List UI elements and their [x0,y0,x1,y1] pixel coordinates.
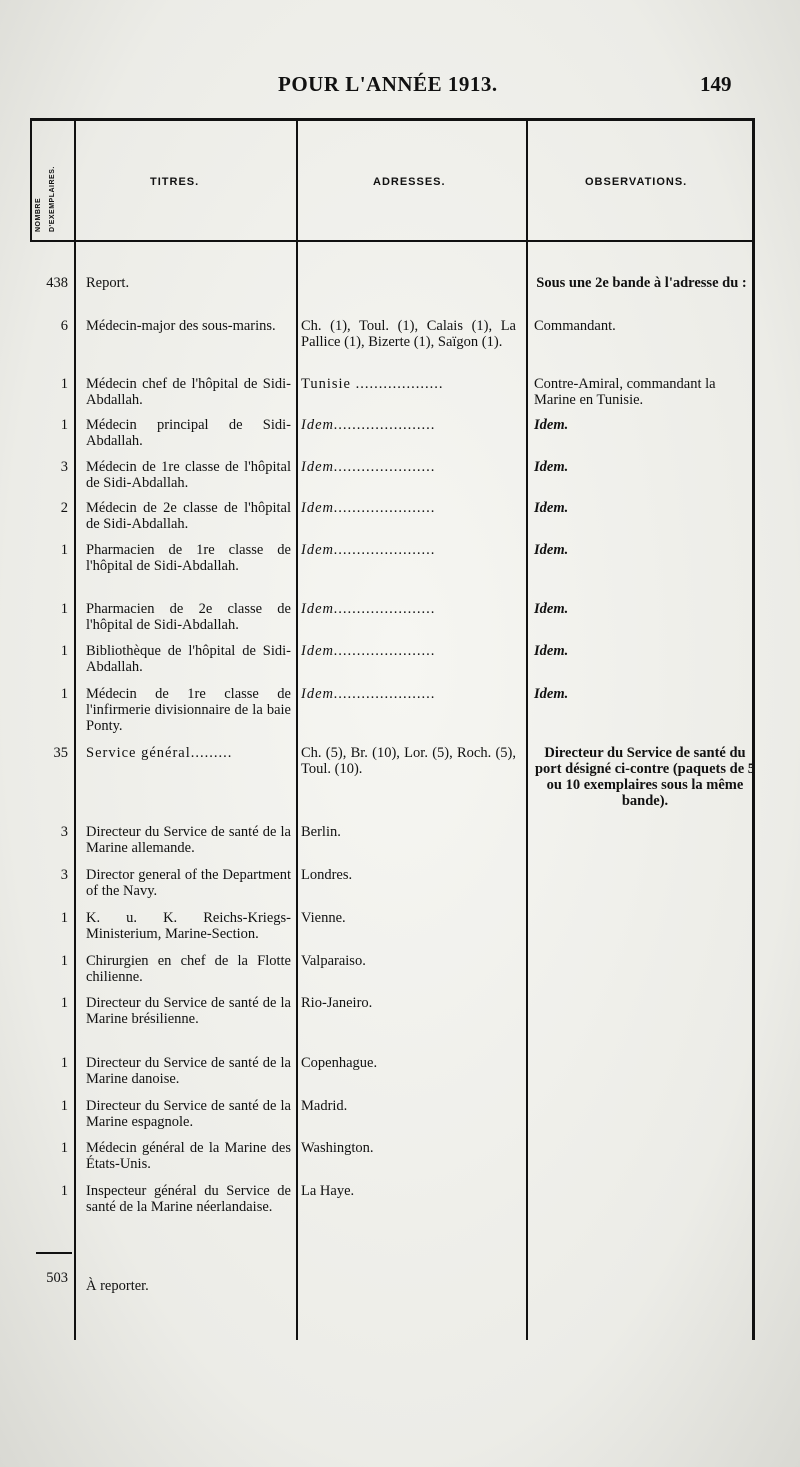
row-count: 1 [60,1140,68,1156]
table-right-border [752,118,755,1340]
row-title: Médecin de 1re classe de l'hôpital de Sidi-Abdallah. [86,459,291,491]
row-count: 1 [60,643,68,659]
row-address: Valparaiso. [301,953,366,969]
row-count: 1 [60,1183,68,1199]
row-address: Idem...................... [301,459,436,475]
row-address: Idem...................... [301,601,436,617]
row-observation: Idem. [534,601,569,617]
row-observation: Idem. [534,542,569,558]
row-title: Director general of the Department of the Navy. [86,867,291,899]
row-title: Médecin-major des sous-marins. [86,318,276,334]
row-address: La Haye. [301,1183,355,1199]
row-count: 1 [60,910,68,926]
row-observation: Idem. [534,417,569,433]
row-title: Médecin de 1re classe de l'infirmerie divisionnaire de la baie Ponty. [86,686,291,734]
titres-header: TITRES. [150,176,200,188]
row-address: Tunisie ................... [301,376,444,392]
row-observation: Sous une 2e bande à l'adresse du : [536,275,747,291]
observations-header: OBSERVATIONS. [585,176,688,188]
row-count: 1 [60,995,68,1011]
row-count: 1 [60,417,68,433]
row-count: 1 [60,953,68,969]
row-count: 438 [46,275,68,291]
row-address: Idem...................... [301,417,436,433]
row-address: Rio-Janeiro. [301,995,373,1011]
row-address: Ch. (1), Toul. (1), Calais (1), La Pallice (1), Bizerte (1), Saïgon (1). [301,318,516,350]
header-bottom-rule [30,240,754,242]
row-count: 3 [60,824,68,840]
column-divider-observations [526,118,528,1340]
row-count: 1 [60,1055,68,1071]
row-count: 1 [60,376,68,392]
row-address: Copenhague. [301,1055,378,1071]
row-address: Idem...................... [301,643,436,659]
row-address: Idem...................... [301,542,436,558]
row-observation: Directeur du Service de santé du port désigné ci-contre (paquets de 5 ou 10 exemplaires sous la même bande). [534,745,756,809]
total-rule [36,1252,72,1254]
row-address: Idem...................... [301,686,436,702]
row-count: 1 [60,601,68,617]
row-title: Médecin général de la Marine des États-Unis. [86,1140,291,1172]
row-address: Idem...................... [301,500,436,516]
row-address: Berlin. [301,824,341,840]
row-title: Pharmacien de 1re classe de l'hôpital de Sidi-Abdallah. [86,542,291,574]
row-title: Inspecteur général du Service de santé de la Marine néerlandaise. [86,1183,291,1215]
row-title: Bibliothèque de l'hôpital de Sidi-Abdallah. [86,643,291,675]
row-address: Washington. [301,1140,374,1156]
page-number: 149 [700,72,732,96]
nombre-header-line1: NOMBRE [35,197,42,232]
row-title: Directeur du Service de santé de la Marine allemande. [86,824,291,856]
row-title: Médecin principal de Sidi-Abdallah. [86,417,291,449]
row-count: 1 [60,686,68,702]
total-label: À reporter. [86,1278,149,1294]
row-title: Directeur du Service de santé de la Marine espagnole. [86,1098,291,1130]
total-count: 503 [46,1270,68,1286]
row-count: 3 [60,867,68,883]
adresses-header: ADRESSES. [373,176,446,188]
row-count: 1 [60,542,68,558]
row-title: Directeur du Service de santé de la Marine brésilienne. [86,995,291,1027]
row-address: Londres. [301,867,353,883]
row-observation: Idem. [534,686,569,702]
row-count: 35 [53,745,68,761]
row-observation: Commandant. [534,318,616,334]
row-title: Médecin chef de l'hôpital de Sidi-Abdallah. [86,376,291,408]
row-observation: Idem. [534,500,569,516]
row-count: 3 [60,459,68,475]
row-count: 1 [60,1098,68,1114]
row-title: Report. [86,275,130,291]
column-divider-adresses [296,118,298,1340]
row-count: 2 [60,500,68,516]
row-title: Pharmacien de 2e classe de l'hôpital de Sidi-Abdallah. [86,601,291,633]
row-observation: Idem. [534,643,569,659]
row-count: 6 [60,318,68,334]
row-observation: Idem. [534,459,569,475]
table-top-rule [30,118,754,121]
column-divider-titres [74,118,76,1340]
row-address: Madrid. [301,1098,348,1114]
row-address: Vienne. [301,910,346,926]
running-header: POUR L'ANNÉE 1913. [278,72,498,96]
nombre-header-line2: D'EXEMPLAIRES. [49,166,56,232]
row-title: Directeur du Service de santé de la Marine danoise. [86,1055,291,1087]
row-title: K. u. K. Reichs-Kriegs-Ministerium, Marine-Section. [86,910,291,942]
row-title: Médecin de 2e classe de l'hôpital de Sidi-Abdallah. [86,500,291,532]
row-title: Chirurgien en chef de la Flotte chilienne. [86,953,291,985]
row-observation: Contre-Amiral, commandant la Marine en Tunisie. [534,376,716,408]
nombre-header [27,128,73,238]
row-address: Ch. (5), Br. (10), Lor. (5), Roch. (5), Toul. (10). [301,745,516,777]
row-title: Service général......... [86,745,233,761]
